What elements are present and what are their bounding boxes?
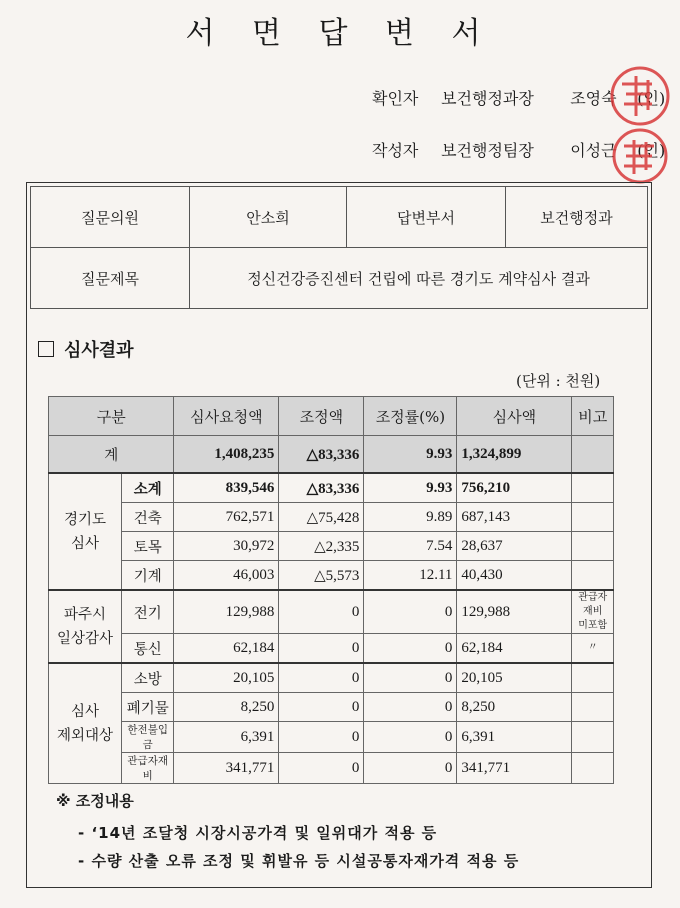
cell-remark	[572, 532, 614, 561]
cell-rate: 12.11	[364, 561, 457, 591]
writer-seal-text: (인)	[637, 141, 666, 160]
table-row	[49, 532, 614, 561]
writer-name: 이성근	[570, 141, 617, 160]
member-label: 질문의원	[31, 187, 190, 248]
document-title: 서 면 답 변 서	[185, 16, 495, 51]
cell-item: 통신	[122, 634, 174, 664]
note-item: - 수량 산출 오류 조정 및 휘발유 등 시설공통자재가격 적용 등	[78, 852, 520, 870]
cell-rate: 0	[364, 722, 457, 753]
cell-remark: 관급자재비 미포함	[572, 590, 614, 634]
cell-item: 기계	[122, 561, 174, 591]
group-label: 파주시 일상감사	[49, 590, 122, 663]
cell-request: 20,105	[174, 663, 279, 693]
table-row	[49, 753, 614, 784]
confirmer-seal-text: (인)	[637, 89, 666, 108]
cell-final: 40,430	[457, 561, 572, 591]
header-rate: 조정률(%)	[364, 397, 457, 436]
cell-request: 30,972	[174, 532, 279, 561]
unit-label: (단위 : 천원)	[516, 372, 601, 390]
cell-item: 전기	[122, 590, 174, 634]
group-label: 심사 제외대상	[49, 663, 122, 784]
table-row	[49, 663, 614, 693]
subject-value: 정신건강증진센터 건립에 따른 경기도 계약심사 결과	[190, 248, 648, 309]
section-title	[38, 336, 134, 362]
cell-adjust: 0	[279, 663, 364, 693]
table-row	[49, 473, 614, 503]
cell-remark: 〃	[572, 634, 614, 664]
cell-item: 폐기물	[122, 693, 174, 722]
cell-rate: 0	[364, 753, 457, 784]
notes-title: ※ 조정내용	[56, 792, 134, 810]
cell-request: 8,250	[174, 693, 279, 722]
cell-adjust: △2,335	[279, 532, 364, 561]
cell-remark	[572, 561, 614, 591]
table-row	[49, 634, 614, 664]
review-result-table	[48, 396, 614, 784]
confirmer-dept: 보건행정과장	[441, 89, 534, 108]
table-row	[49, 722, 614, 753]
cell-remark	[572, 473, 614, 503]
member-value: 안소희	[190, 187, 347, 248]
checkbox-square-icon	[38, 341, 54, 357]
cell-item: 건축	[122, 503, 174, 532]
cell-request: 6,391	[174, 722, 279, 753]
cell-adjust: △5,573	[279, 561, 364, 591]
cell-adjust: 0	[279, 634, 364, 664]
cell-final: 28,637	[457, 532, 572, 561]
total-adjust: △83,336	[279, 436, 364, 474]
dept-value: 보건행정과	[506, 187, 648, 248]
writer-dept: 보건행정팀장	[441, 141, 534, 160]
table-row	[49, 503, 614, 532]
cell-remark	[572, 722, 614, 753]
dept-label: 답변부서	[347, 187, 506, 248]
total-row	[49, 436, 614, 474]
cell-final: 129,988	[457, 590, 572, 634]
cell-adjust: 0	[279, 722, 364, 753]
subject-label: 질문제목	[31, 248, 190, 309]
cell-adjust: △83,336	[279, 473, 364, 503]
cell-rate: 0	[364, 693, 457, 722]
cell-final: 62,184	[457, 634, 572, 664]
total-label: 계	[49, 436, 174, 474]
section-title-text: 심사결과	[64, 340, 134, 361]
cell-item: 한전불입금	[122, 722, 174, 753]
cell-final: 687,143	[457, 503, 572, 532]
cell-final: 756,210	[457, 473, 572, 503]
header-final: 심사액	[457, 397, 572, 436]
group-label: 경기도 심사	[49, 473, 122, 590]
note-item: - ‘14년 조달청 시장시공가격 및 일위대가 적용 등	[78, 824, 438, 842]
header-category: 구분	[49, 397, 174, 436]
cell-request: 341,771	[174, 753, 279, 784]
total-request: 1,408,235	[174, 436, 279, 474]
confirmer-role: 확인자	[372, 89, 419, 108]
header-request: 심사요청액	[174, 397, 279, 436]
cell-final: 341,771	[457, 753, 572, 784]
total-rate: 9.93	[364, 436, 457, 474]
cell-rate: 9.93	[364, 473, 457, 503]
cell-request: 839,546	[174, 473, 279, 503]
cell-final: 8,250	[457, 693, 572, 722]
cell-final: 6,391	[457, 722, 572, 753]
cell-remark	[572, 503, 614, 532]
cell-item: 토목	[122, 532, 174, 561]
cell-rate: 0	[364, 590, 457, 634]
writer-role: 작성자	[372, 141, 419, 160]
cell-rate: 7.54	[364, 532, 457, 561]
cell-item: 소계	[122, 473, 174, 503]
header-remark: 비고	[572, 397, 614, 436]
cell-rate: 0	[364, 663, 457, 693]
table-row	[49, 590, 614, 634]
cell-final: 20,105	[457, 663, 572, 693]
cell-request: 129,988	[174, 590, 279, 634]
table-row	[49, 693, 614, 722]
cell-request: 62,184	[174, 634, 279, 664]
total-final: 1,324,899	[457, 436, 572, 474]
cell-adjust: 0	[279, 590, 364, 634]
header-adjust: 조정액	[279, 397, 364, 436]
cell-rate: 0	[364, 634, 457, 664]
total-remark	[572, 436, 614, 474]
confirmer-name: 조영숙	[570, 89, 617, 108]
cell-item: 소방	[122, 663, 174, 693]
cell-rate: 9.89	[364, 503, 457, 532]
cell-remark	[572, 663, 614, 693]
cell-remark	[572, 693, 614, 722]
question-info-table	[30, 186, 648, 309]
cell-item: 관급자재비	[122, 753, 174, 784]
red-seal-stamp	[596, 56, 676, 186]
cell-remark	[572, 753, 614, 784]
cell-request: 762,571	[174, 503, 279, 532]
cell-adjust: 0	[279, 693, 364, 722]
cell-request: 46,003	[174, 561, 279, 591]
table-row	[49, 561, 614, 591]
cell-adjust: △75,428	[279, 503, 364, 532]
cell-adjust: 0	[279, 753, 364, 784]
